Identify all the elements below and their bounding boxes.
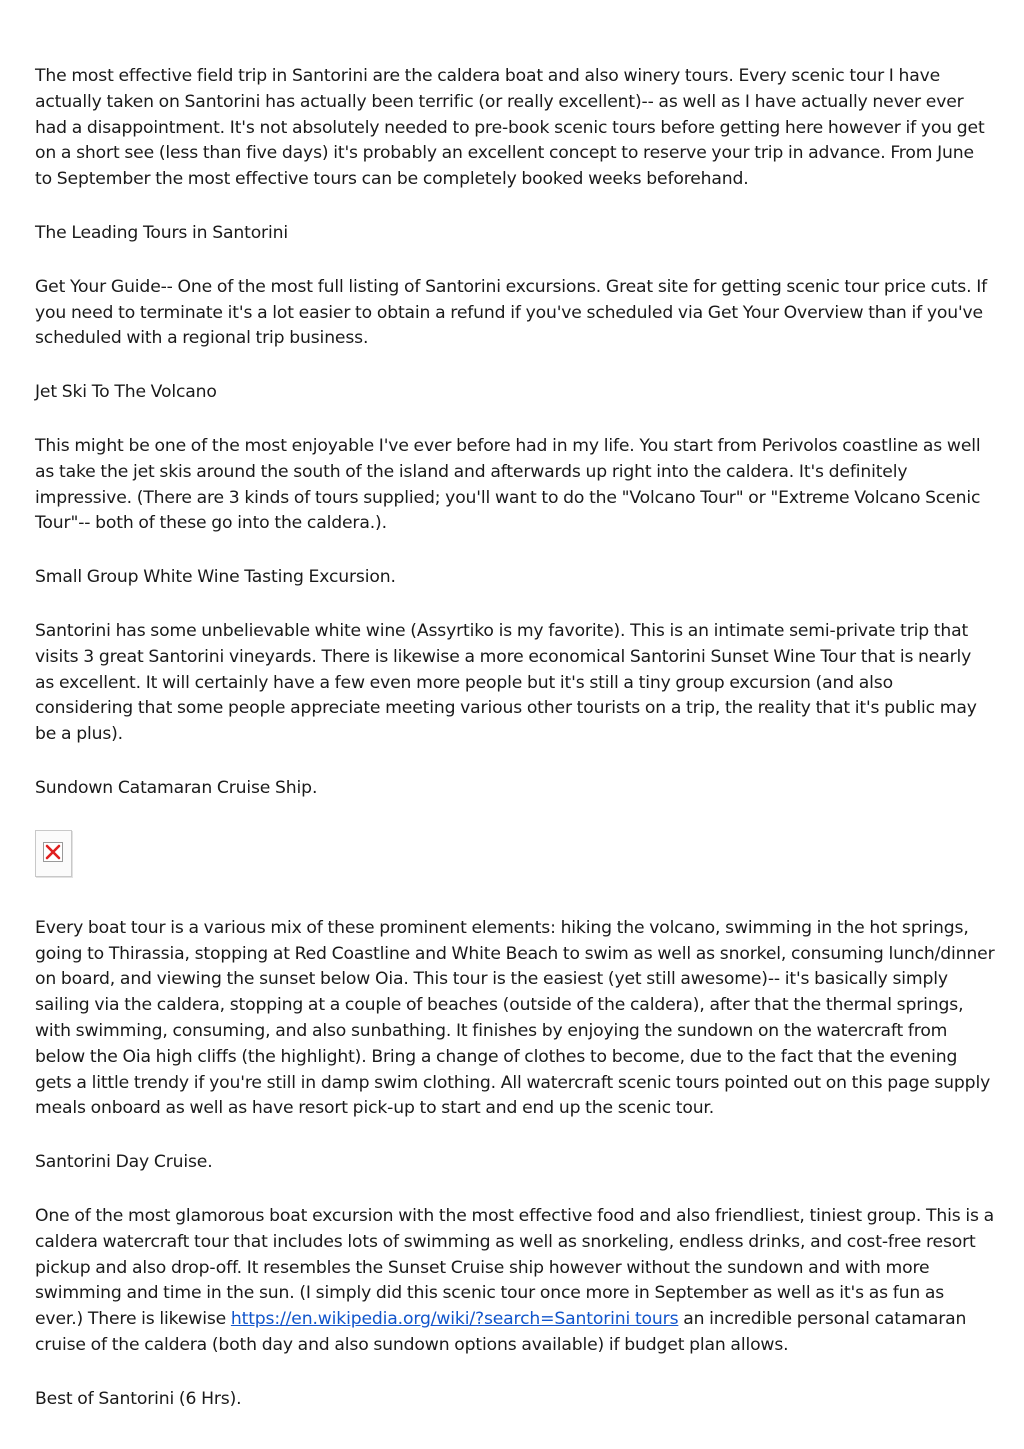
day-cruise-text-before-link: One of the most glamorous boat excursion with the most effective food and also friendliest, tiniest group. This is a caldera watercraft tour that includes lots of swimming as well as snorkeling, endless drinks, and cost-free resort pickup and also drop-off. It resembles the Sunset Cruise ship however without the sundown and with more swimming and time in the sun. (I simply did this scenic tour once more in September as well as it's as fun as ever.) There is likewise bbox=[35, 1205, 994, 1330]
document-body bbox=[35, 64, 995, 1440]
broken-image-placeholder bbox=[35, 830, 72, 877]
red-x-icon bbox=[44, 843, 62, 861]
heading-sundown-catamaran: Sundown Catamaran Cruise Ship. bbox=[35, 777, 318, 798]
heading-jet-ski: Jet Ski To The Volcano bbox=[35, 382, 217, 403]
heading-day-cruise: Santorini Day Cruise. bbox=[35, 1152, 213, 1173]
heading-leading-tours: The Leading Tours in Santorini bbox=[35, 222, 288, 243]
heading-best-of-santorini: Best of Santorini (6 Hrs). bbox=[35, 1388, 242, 1409]
heading-wine-tasting: Small Group White Wine Tasting Excursion. bbox=[35, 567, 396, 588]
paragraph-day-cruise bbox=[35, 1204, 995, 1359]
paragraph-intro: The most effective field trip in Santorini are the caldera boat and also winery tours. Every scenic tour I have actually taken on Santorini has actually been terrific (or really excellent)-- as well as I have actually never ever had a disappointment. It's not absolutely needed to pre-book scenic tours before getting here however if you get on a short see (less than five days) it's probably an excellent concept to reserve your trip in advance. From June to September the most effective tours can be completely booked weeks beforehand. bbox=[35, 66, 985, 190]
broken-image-icon bbox=[43, 842, 63, 862]
paragraph-jet-ski: This might be one of the most enjoyable I've ever before had in my life. You start from Perivolos coastline as well as take the jet skis around the south of the island and afterwards up right into the caldera. It's definitely impressive. (There are 3 kinds of tours supplied; you'll want to do the "Volcano Tour" or "Extreme Volcano Scenic Tour"-- both of these go into the caldera.). bbox=[35, 435, 981, 534]
paragraph-wine-tasting: Santorini has some unbelievable white wine (Assyrtiko is my favorite). This is an intimate semi-private trip that visits 3 great Santorini vineyards. There is likewise a more economical Santorini Sunset Wine Tour that is nearly as excellent. It will certainly have a few even more people but it's still a tiny group excursion (and also considering that some people appreciate meeting various other tourists on a trip, the reality that it's public may be a plus). bbox=[35, 620, 977, 745]
day-cruise-text-after-link: an incredible personal catamaran cruise of the caldera (both day and also sundown options available) if budget plan allows. bbox=[35, 1309, 967, 1355]
wikipedia-search-link[interactable]: https://en.wikipedia.org/wiki/?search=Santorini tours bbox=[230, 1309, 679, 1330]
paragraph-get-your-guide: Get Your Guide-- One of the most full listing of Santorini excursions. Great site for getting scenic tour price cuts. If you need to terminate it's a lot easier to obtain a refund if you've scheduled via Get Your Overview than if you've scheduled with a regional trip business. bbox=[35, 276, 988, 349]
paragraph-boat-tour: Every boat tour is a various mix of these prominent elements: hiking the volcano, swimming in the hot springs, going to Thirassia, stopping at Red Coastline and White Beach to swim as well as snorkel, consuming lunch/dinner on board, and viewing the sunset below Oia. This tour is the easiest (yet still awesome)-- it's basically simply sailing via the caldera, stopping at a couple of beaches (outside of the caldera), after that the thermal springs, with swimming, consuming, and also sunbathing. It finishes by enjoying the sundown on the watercraft from below the Oia high cliffs (the highlight). Bring a change of clothes to become, due to the fact that the evening gets a little trendy if you're still in damp swim clothing. All watercraft scenic tours pointed out on this page supply meals onboard as well as have resort pick-up to start and end up the scenic tour. bbox=[35, 917, 995, 1119]
